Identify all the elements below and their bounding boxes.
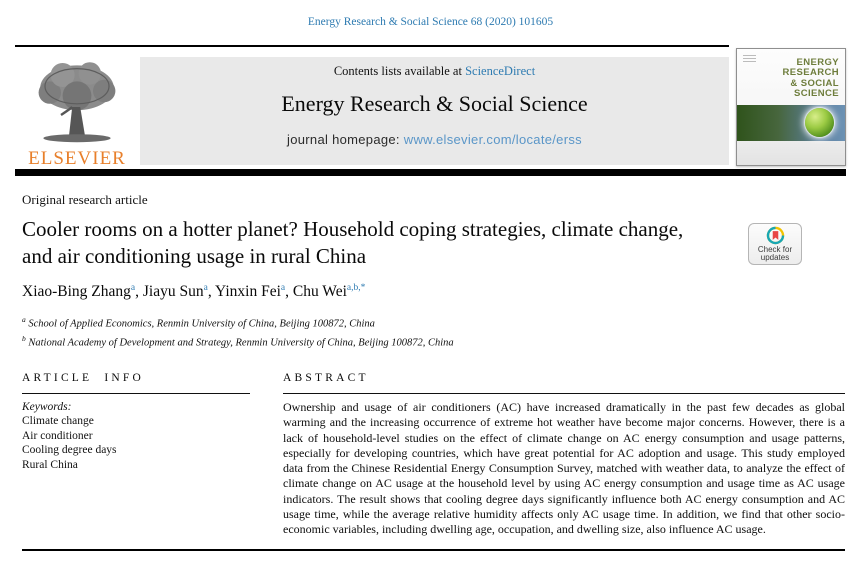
author-superscript: a	[203, 283, 208, 293]
cover-title-line: SCIENCE	[793, 87, 839, 99]
author-superscript: a,b,*	[346, 283, 366, 293]
check-for-updates-badge[interactable]	[748, 223, 802, 265]
contents-line	[140, 64, 729, 79]
affiliation-marker: a	[22, 315, 26, 324]
journal-homepage-link[interactable]: www.elsevier.com/locate/erss	[403, 132, 582, 147]
elsevier-tree-icon	[29, 59, 125, 147]
abstract-heading: ABSTRACT	[283, 372, 369, 384]
affiliation-line: $^b$ National Academy of Development and Strategy, Renmin University of China, Beijing 100872, China	[22, 333, 454, 348]
elsevier-wordmark: ELSEVIER	[28, 148, 126, 169]
journal-banner	[140, 57, 729, 165]
author	[22, 283, 135, 300]
check-updates-label: Check for updates	[757, 244, 793, 262]
journal-title: Energy Research & Social Science	[281, 91, 588, 116]
article-info-column	[22, 372, 250, 472]
cover-globe-art	[737, 105, 845, 141]
abstract-rule	[283, 393, 845, 394]
keywords-list	[22, 414, 250, 472]
affiliation-marker: b	[22, 333, 26, 343]
keyword-item: Rural China	[22, 458, 78, 471]
affiliation-list	[22, 313, 454, 350]
contents-line-text: Contents lists available at	[333, 64, 466, 78]
check-updates-icon	[766, 226, 785, 245]
header-top-rule	[15, 45, 729, 47]
author	[293, 283, 365, 300]
author-name: Chu Wei	[292, 283, 347, 301]
cover-title-line: & SOCIAL	[790, 77, 839, 89]
author-superscript: a	[280, 283, 286, 293]
author-name: Xiao-Bing Zhang	[22, 283, 131, 301]
author-name: Jiayu Sun	[142, 283, 204, 301]
journal-citation-link[interactable]: Energy Research & Social Science 68 (2020) 101605	[307, 16, 554, 28]
abstract-bottom-rule	[22, 549, 845, 551]
affiliation-line: $^a$ School of Applied Economics, Renmin University of China, Beijing 100872, China	[22, 315, 375, 330]
globe-icon	[805, 108, 834, 137]
abstract-column	[283, 372, 845, 538]
abstract-text: Ownership and usage of air conditioners (AC) have increased dramatically in the past few decades as global warming and the increasing occurrence of extreme hot weather have become major concerns. However, there is a lack of household-level studies on the effect of climate change on AC energy consumption and usage patterns, especially for developing countries, which have great potential for AC adoption and usage. This study employed data from the Chinese Residential Energy Consumption Survey, matched with weather data, to analyze the effect of climate change on AC usage at the household level by using AC energy consumption and usage time as AC usage indicators. The result shows that cooling degree days significantly influence both AC energy consumption and AC usage time, while the average relative humidity affects only AC usage time. In addition, we find that other socio-economic variables, including dwelling age, occupation, and dwelling size, also influence AC usage.	[283, 400, 845, 537]
sciencedirect-link[interactable]: ScienceDirect	[465, 64, 536, 78]
article-info-heading: ARTICLE INFO	[22, 372, 144, 384]
cover-issn-text	[743, 55, 756, 64]
keyword-item: Climate change	[22, 415, 94, 427]
elsevier-logo	[15, 50, 139, 168]
article-title: Cooler rooms on a hotter planet? Household coping strategies, climate change, and air conditioning usage in rural China	[22, 217, 684, 268]
header-bottom-rule	[15, 169, 846, 176]
keyword-item: Air conditioner	[22, 429, 93, 442]
cover-title-line: RESEARCH	[782, 67, 839, 79]
homepage-line	[140, 132, 729, 147]
cover-journal-title	[782, 58, 839, 99]
author	[143, 283, 208, 300]
author-superscript: a	[130, 283, 136, 293]
article-info-rule	[22, 393, 250, 394]
keyword-item: Cooling degree days	[22, 444, 117, 456]
journal-cover-thumbnail[interactable]	[736, 48, 846, 166]
keywords-label: Keywords:	[22, 401, 72, 413]
author	[215, 283, 285, 300]
author-name: Yinxin Fei	[215, 283, 281, 301]
cover-title-line: ENERGY	[796, 57, 839, 68]
homepage-label: journal homepage:	[287, 132, 404, 147]
author-list: Xiao-Bing Zhang$^a$, Jiayu Sun$^a$, Yinxin Fei$^a$, Chu Wei$^{a,b,*}$	[22, 283, 366, 301]
article-type-label: Original research article	[22, 192, 148, 207]
